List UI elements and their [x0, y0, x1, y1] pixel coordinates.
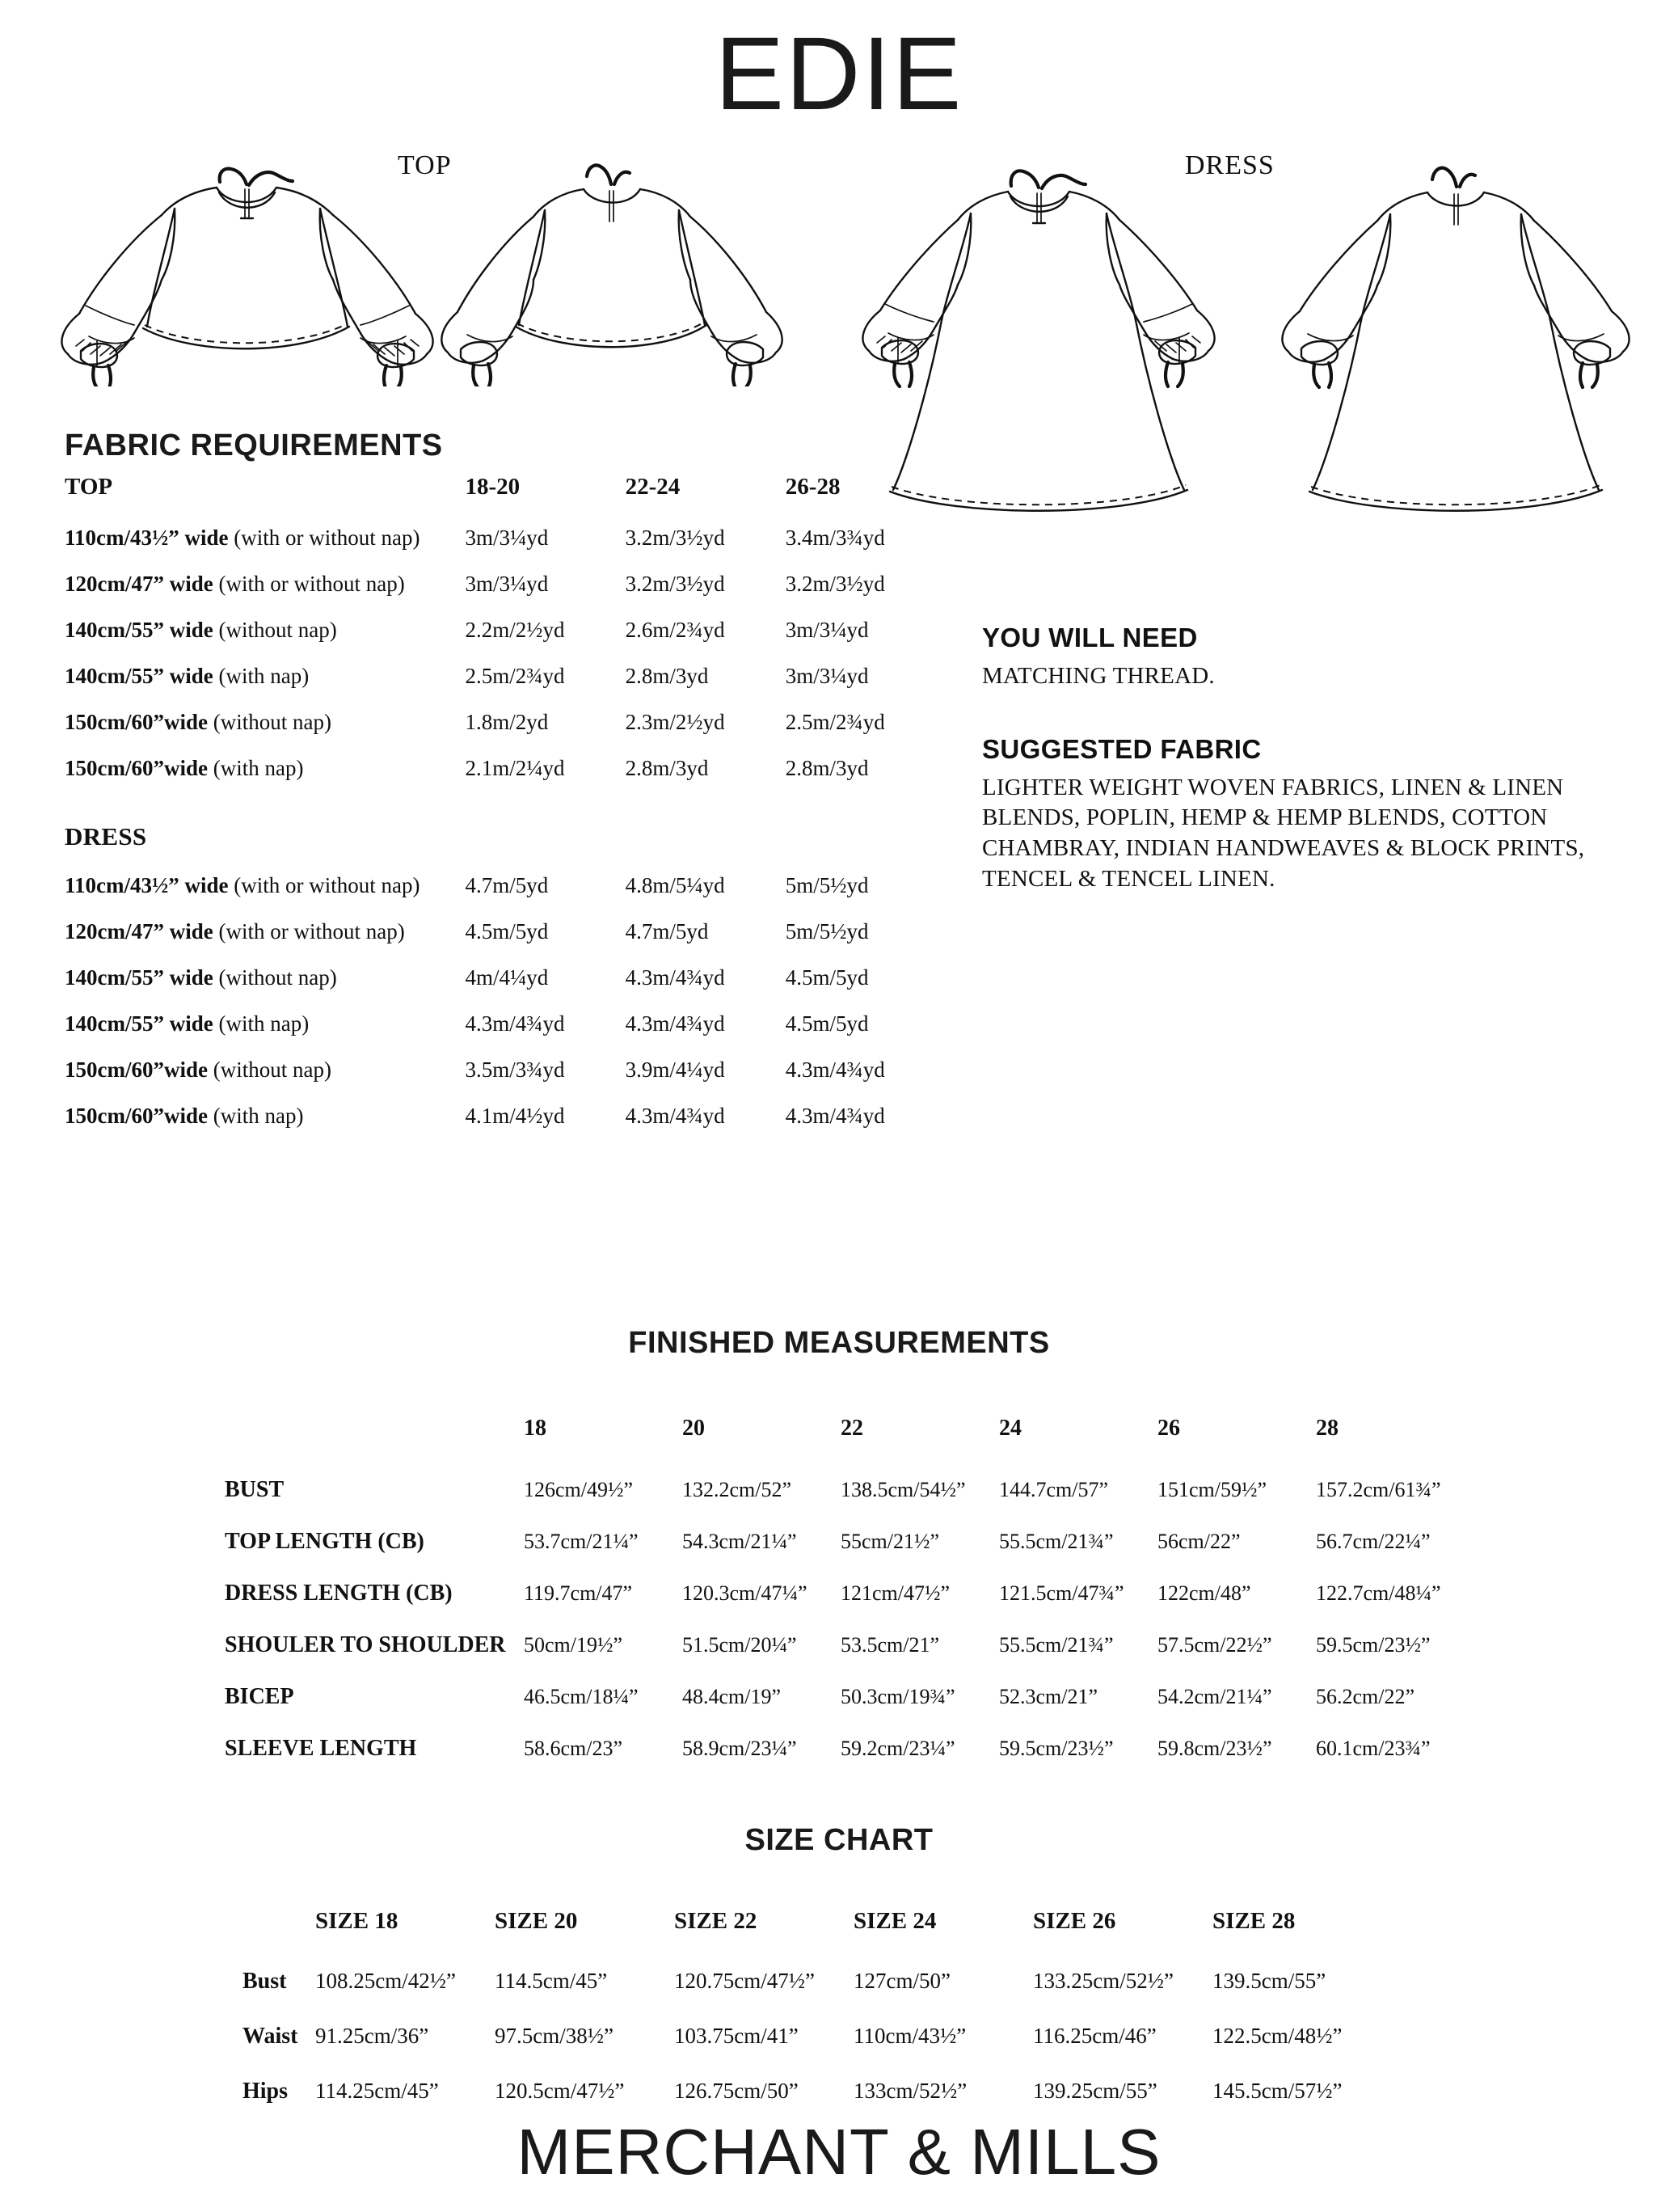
table-row — [65, 699, 946, 745]
table-row — [242, 1893, 1392, 1954]
meas-value: 51.5cm/20¼” — [682, 1633, 797, 1657]
fabric-value: 3m/3¼yd — [785, 664, 869, 688]
meas-value: 157.2cm/61¾” — [1316, 1478, 1441, 1501]
fabric-value: 4.5m/5yd — [465, 919, 549, 943]
meas-value: 52.3cm/21” — [999, 1685, 1098, 1708]
table-row — [225, 1464, 1474, 1516]
fabric-nap-label: (without nap) — [218, 618, 337, 642]
meas-value: 59.5cm/23½” — [999, 1737, 1114, 1760]
size-chart-value: 145.5cm/57½” — [1212, 2079, 1343, 2103]
fabric-width-label: 150cm/60”wide — [65, 710, 208, 734]
meas-row-label: BICEP — [225, 1684, 294, 1709]
meas-value: 57.5cm/22½” — [1157, 1633, 1272, 1657]
fabric-value: 2.1m/2¼yd — [465, 756, 565, 780]
size-chart-col-28: SIZE 28 — [1212, 1908, 1296, 1934]
fabric-nap-label: (without nap) — [218, 965, 337, 990]
meas-value: 121.5cm/47¾” — [999, 1581, 1124, 1605]
fabric-nap-label: (with or without nap) — [218, 919, 405, 943]
meas-value: 122.7cm/48¼” — [1316, 1581, 1441, 1605]
meas-value: 60.1cm/23¾” — [1316, 1737, 1431, 1760]
size-chart-value: 97.5cm/38½” — [495, 2024, 613, 2048]
meas-value: 48.4cm/19” — [682, 1685, 782, 1708]
size-chart-value: 110cm/43½” — [854, 2024, 967, 2048]
fabric-nap-label: (with nap) — [218, 664, 310, 688]
meas-value: 138.5cm/54½” — [841, 1478, 966, 1501]
suggested-fabric-text: LIGHTER WEIGHT WOVEN FABRICS, LINEN & LINEN BLENDS, POPLIN, HEMP & HEMP BLENDS, COTTON CHAMBRAY, INDIAN HANDWEAVES & BLOCK PRINTS, TENCEL & TENCEL LINEN. — [982, 774, 1585, 892]
meas-value: 59.2cm/23¼” — [841, 1737, 955, 1760]
table-row — [65, 463, 946, 515]
fabric-nap-label: (with nap) — [213, 756, 304, 780]
brand-footer: MERCHANT & MILLS — [516, 2116, 1162, 2188]
fabric-value: 2.5m/2¾yd — [465, 664, 565, 688]
you-will-need-text: MATCHING THREAD. — [982, 663, 1215, 689]
size-chart-value: 103.75cm/41” — [674, 2024, 799, 2048]
table-row — [65, 955, 946, 1001]
size-chart-value: 127cm/50” — [854, 1969, 951, 1993]
fabric-width-label: 150cm/60”wide — [65, 756, 208, 780]
fabric-value: 3m/3¼yd — [785, 618, 869, 642]
fabric-width-label: 140cm/55” wide — [65, 664, 213, 688]
fabric-width-label: 110cm/43½” wide — [65, 526, 229, 550]
fabric-dress-name: DRESS — [65, 822, 147, 851]
size-chart-value: 120.75cm/47½” — [674, 1969, 815, 1993]
size-chart-row-label: Waist — [242, 2024, 298, 2049]
fabric-value: 3m/3¼yd — [465, 572, 549, 596]
finished-measurements-heading: FINISHED MEASUREMENTS — [628, 1326, 1050, 1360]
meas-value: 50.3cm/19¾” — [841, 1685, 955, 1708]
dress-back-illustration — [1261, 152, 1641, 524]
fabric-nap-label: (with nap) — [213, 1104, 304, 1128]
fabric-width-label: 150cm/60”wide — [65, 1104, 208, 1128]
fabric-top-name: TOP — [65, 474, 113, 500]
size-chart-table — [242, 1893, 1392, 2119]
fabric-value: 3.2m/3½yd — [625, 526, 725, 550]
meas-value: 53.7cm/21¼” — [524, 1530, 639, 1553]
fabric-size-col-3: 26-28 — [785, 474, 841, 500]
size-chart-value: 108.25cm/42½” — [315, 1969, 456, 1993]
meas-value: 55.5cm/21¾” — [999, 1633, 1114, 1657]
fabric-nap-label: (with nap) — [218, 1011, 310, 1036]
size-chart-col-26: SIZE 26 — [1033, 1908, 1116, 1934]
top-illustration-label: TOP — [398, 150, 452, 180]
fabric-value: 4.3m/4¾yd — [785, 1057, 885, 1082]
fabric-value: 4m/4¼yd — [465, 965, 549, 990]
size-chart-value: 133cm/52½” — [854, 2079, 968, 2103]
size-chart-value: 91.25cm/36” — [315, 2024, 429, 2048]
meas-row-label: BUST — [225, 1477, 285, 1502]
fabric-value: 4.3m/4¾yd — [785, 1104, 885, 1128]
fabric-width-label: 140cm/55” wide — [65, 965, 213, 990]
size-chart-value: 139.5cm/55” — [1212, 1969, 1326, 1993]
fabric-value: 4.5m/5yd — [785, 1011, 869, 1036]
meas-row-label: TOP LENGTH (CB) — [225, 1529, 424, 1554]
meas-row-label: SHOULER TO SHOULDER — [225, 1632, 506, 1657]
size-chart-row-label: Hips — [242, 2079, 289, 2104]
table-row — [65, 515, 946, 561]
fabric-value: 4.5m/5yd — [785, 965, 869, 990]
fabric-nap-label: (with or without nap) — [234, 873, 420, 897]
size-chart-col-22: SIZE 22 — [674, 1908, 757, 1934]
size-chart-value: 114.25cm/45” — [315, 2079, 439, 2103]
fabric-value: 2.5m/2¾yd — [785, 710, 885, 734]
meas-value: 121cm/47½” — [841, 1581, 951, 1605]
table-row — [65, 1047, 946, 1093]
fabric-value: 3.9m/4¼yd — [625, 1057, 725, 1082]
meas-value: 53.5cm/21” — [841, 1633, 940, 1657]
notions-and-fabric-info — [982, 623, 1596, 894]
meas-value: 59.8cm/23½” — [1157, 1737, 1272, 1760]
fabric-value: 4.3m/4¾yd — [625, 1104, 725, 1128]
table-row — [225, 1516, 1474, 1568]
meas-size-col-22: 22 — [841, 1416, 863, 1441]
fabric-value: 3.4m/3¾yd — [785, 526, 885, 550]
fabric-width-label: 120cm/47” wide — [65, 572, 213, 596]
fabric-dress-table — [65, 863, 946, 1139]
meas-value: 56.2cm/22” — [1316, 1685, 1415, 1708]
meas-value: 144.7cm/57” — [999, 1478, 1109, 1501]
fabric-value: 2.8m/3yd — [625, 664, 709, 688]
finished-measurements-section — [0, 1326, 1678, 1775]
fabric-value: 4.7m/5yd — [465, 873, 549, 897]
meas-value: 54.3cm/21¼” — [682, 1530, 797, 1553]
table-row — [242, 2064, 1392, 2119]
fabric-size-col-1: 18-20 — [465, 474, 521, 500]
fabric-top-table — [65, 463, 946, 792]
table-row — [225, 1568, 1474, 1619]
meas-row-label: DRESS LENGTH (CB) — [225, 1581, 453, 1606]
meas-size-col-24: 24 — [999, 1416, 1022, 1441]
size-chart-col-18: SIZE 18 — [315, 1908, 398, 1934]
table-row — [225, 1403, 1474, 1464]
fabric-value: 2.3m/2½yd — [625, 710, 725, 734]
meas-value: 55cm/21½” — [841, 1530, 940, 1553]
fabric-nap-label: (without nap) — [213, 1057, 331, 1082]
top-front-illustration — [32, 152, 453, 386]
fabric-width-label: 140cm/55” wide — [65, 618, 213, 642]
size-chart-value: 116.25cm/46” — [1033, 2024, 1157, 2048]
meas-row-label: SLEEVE LENGTH — [225, 1736, 417, 1761]
you-will-need-heading: YOU WILL NEED — [982, 623, 1198, 652]
fabric-value: 5m/5½yd — [785, 919, 869, 943]
fabric-value: 4.8m/5¼yd — [625, 873, 725, 897]
page-title: EDIE — [715, 16, 963, 132]
fabric-value: 5m/5½yd — [785, 873, 869, 897]
fabric-value: 4.3m/4¾yd — [465, 1011, 565, 1036]
table-row — [65, 1001, 946, 1047]
fabric-width-label: 140cm/55” wide — [65, 1011, 213, 1036]
fabric-width-label: 110cm/43½” wide — [65, 873, 229, 897]
meas-value: 58.9cm/23¼” — [682, 1737, 797, 1760]
meas-value: 132.2cm/52” — [682, 1478, 792, 1501]
meas-size-col-26: 26 — [1157, 1416, 1180, 1441]
meas-value: 59.5cm/23½” — [1316, 1633, 1431, 1657]
top-back-illustration — [428, 152, 784, 386]
fabric-value: 2.8m/3yd — [625, 756, 709, 780]
table-row — [65, 745, 946, 792]
table-row — [242, 2009, 1392, 2064]
table-row — [65, 909, 946, 955]
table-row — [225, 1671, 1474, 1723]
size-chart-heading: SIZE CHART — [744, 1823, 934, 1857]
fabric-value: 3.5m/3¾yd — [465, 1057, 565, 1082]
table-row — [65, 607, 946, 653]
meas-value: 126cm/49½” — [524, 1478, 634, 1501]
table-row — [225, 1723, 1474, 1775]
meas-value: 56.7cm/22¼” — [1316, 1530, 1431, 1553]
table-row — [65, 561, 946, 607]
fabric-value: 1.8m/2yd — [465, 710, 549, 734]
meas-size-col-28: 28 — [1316, 1416, 1339, 1441]
meas-value: 122cm/48” — [1157, 1581, 1251, 1605]
fabric-value: 2.2m/2½yd — [465, 618, 565, 642]
fabric-nap-label: (with or without nap) — [234, 526, 420, 550]
size-chart-col-20: SIZE 20 — [495, 1908, 578, 1934]
finished-measurements-table — [225, 1403, 1474, 1775]
table-row — [65, 863, 946, 909]
fabric-size-col-2: 22-24 — [625, 474, 681, 500]
meas-value: 50cm/19½” — [524, 1633, 623, 1657]
table-row — [225, 1619, 1474, 1671]
meas-value: 56cm/22” — [1157, 1530, 1241, 1553]
fabric-value: 2.6m/2¾yd — [625, 618, 725, 642]
meas-value: 119.7cm/47” — [524, 1581, 633, 1605]
fabric-nap-label: (without nap) — [213, 710, 331, 734]
meas-value: 120.3cm/47¼” — [682, 1581, 807, 1605]
size-chart-value: 120.5cm/47½” — [495, 2079, 625, 2103]
meas-value: 151cm/59½” — [1157, 1478, 1267, 1501]
meas-value: 46.5cm/18¼” — [524, 1685, 639, 1708]
fabric-value: 4.1m/4½yd — [465, 1104, 565, 1128]
size-chart-value: 114.5cm/45” — [495, 1969, 608, 1993]
fabric-nap-label: (with or without nap) — [218, 572, 405, 596]
size-chart-col-24: SIZE 24 — [854, 1908, 937, 1934]
fabric-value: 4.3m/4¾yd — [625, 965, 725, 990]
size-chart-row-label: Bust — [242, 1969, 287, 1994]
fabric-width-label: 150cm/60”wide — [65, 1057, 208, 1082]
size-chart-section — [0, 1823, 1678, 2119]
meas-size-col-20: 20 — [682, 1416, 705, 1441]
size-chart-value: 122.5cm/48½” — [1212, 2024, 1343, 2048]
size-chart-value: 139.25cm/55” — [1033, 2079, 1157, 2103]
fabric-value: 4.7m/5yd — [625, 919, 709, 943]
fabric-value: 3.2m/3½yd — [625, 572, 725, 596]
fabric-value: 2.8m/3yd — [785, 756, 869, 780]
meas-value: 58.6cm/23” — [524, 1737, 623, 1760]
table-row — [65, 1093, 946, 1139]
fabric-requirements-section — [65, 428, 1018, 1139]
meas-size-col-18: 18 — [524, 1416, 546, 1441]
size-chart-value: 126.75cm/50” — [674, 2079, 799, 2103]
fabric-value: 3m/3¼yd — [465, 526, 549, 550]
fabric-value: 4.3m/4¾yd — [625, 1011, 725, 1036]
suggested-fabric-heading: SUGGESTED FABRIC — [982, 733, 1262, 764]
fabric-width-label: 120cm/47” wide — [65, 919, 213, 943]
meas-value: 55.5cm/21¾” — [999, 1530, 1114, 1553]
size-chart-value: 133.25cm/52½” — [1033, 1969, 1174, 1993]
dress-illustration-label: DRESS — [1185, 150, 1275, 180]
meas-value: 54.2cm/21¼” — [1157, 1685, 1272, 1708]
fabric-value: 3.2m/3½yd — [785, 572, 885, 596]
table-row — [65, 653, 946, 699]
table-row — [242, 1954, 1392, 2009]
fabric-requirements-heading: FABRIC REQUIREMENTS — [65, 428, 443, 462]
